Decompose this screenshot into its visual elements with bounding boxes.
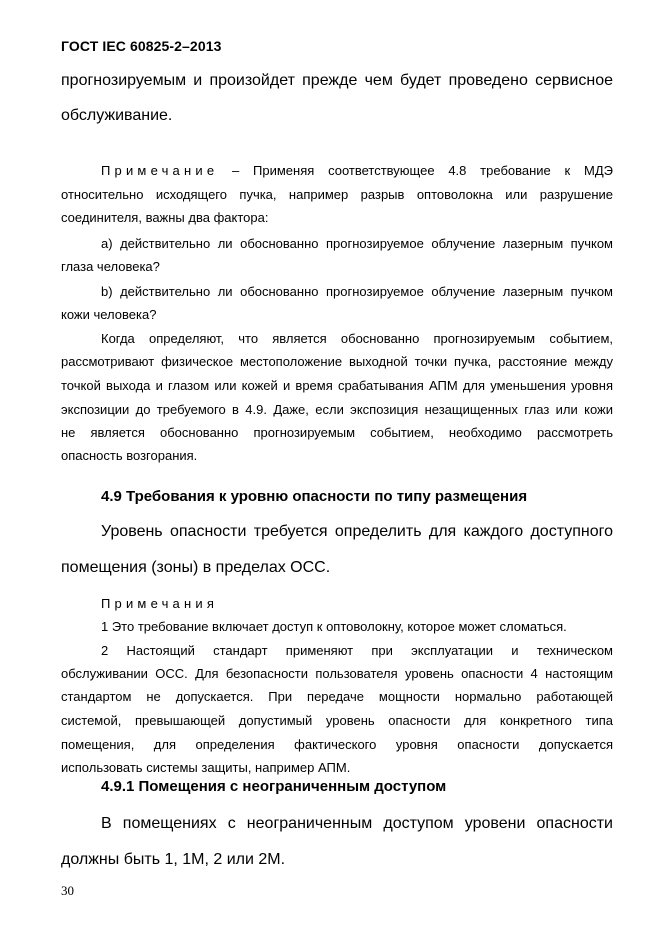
note-paragraph-line: не является обоснованно прогнозируемым событием, необходимо рассмотреть [61,425,613,440]
note-line: относительно исходящего пучка, например разрыв оптоволокна или разрушение [61,187,613,202]
section-text-line: Уровень опасности требуется определить для каждого доступного [101,523,613,540]
note-item-2: 2 Настоящий стандарт применяют при эксплуатации и техническом [101,643,613,658]
page-number: 30 [61,883,74,898]
note-item-1: 1 Это требование включает доступ к оптоволокну, которое может сломаться. [101,619,567,634]
section-text-line: помещения (зоны) в пределах ОСС. [61,559,331,576]
subsection-heading: 4.9.1 Помещения с неограниченным доступом [101,778,447,795]
notes-label: Примечания [101,596,219,611]
note-text: – Применяя соответствующее 4.8 требование к МДЭ [218,163,613,178]
note-paragraph-line: экспозиции до требуемого в 4.9. Даже, если экспозиция незащищенных глаз или кожи [61,402,613,417]
note-label: Примечание [101,163,219,178]
subsection-text-line: В помещениях с неограниченным доступом уровени опасности [101,815,613,832]
note-item-2-cont: помещения, для определения фактического уровня опасности допускается [61,737,613,752]
note-paragraph-line: точкой выхода и глазом или кожей и время срабатывания АПМ для уменьшения уровня [61,378,613,393]
note-item-2-cont: стандартом не допускается. При передаче мощности нормально работающей [61,689,613,704]
note-item-2-cont: обслуживании ОСС. Для безопасности пользователя уровень опасности 4 настоящим [61,666,613,681]
note-item-2-cont: использовать системы защиты, например АПМ. [61,760,351,775]
document-header: ГОСТ IEC 60825-2–2013 [61,38,222,54]
note-item-a-cont: глаза человека? [61,259,160,274]
subsection-text-line: должны быть 1, 1М, 2 или 2М. [61,851,286,868]
note-item-b: b) действительно ли обоснованно прогнозируемое облучение лазерным пучком [101,284,613,299]
note-paragraph-line: опасность возгорания. [61,448,198,463]
note-line: соединителя, важны два фактора: [61,210,269,225]
section-heading: 4.9 Требования к уровню опасности по типу размещения [101,488,528,505]
intro-line: прогнозируемым и произойдет прежде чем будет проведено сервисное [61,72,613,89]
note-first-line [61,163,613,178]
note-paragraph-line: рассмотривают физическое местоположение выходной точки пучка, расстояние между [61,354,613,369]
note-item-2-cont: системой, превышающей допустимый уровень опасности для конкретного типа [61,713,613,728]
note-paragraph-line: Когда определяют, что является обоснованно прогнозируемым событием, [101,331,613,346]
note-item-b-cont: кожи человека? [61,307,157,322]
note-item-a: а) действительно ли обоснованно прогнозируемое облучение лазерным пучком [101,236,613,251]
intro-line: обслуживание. [61,107,173,124]
